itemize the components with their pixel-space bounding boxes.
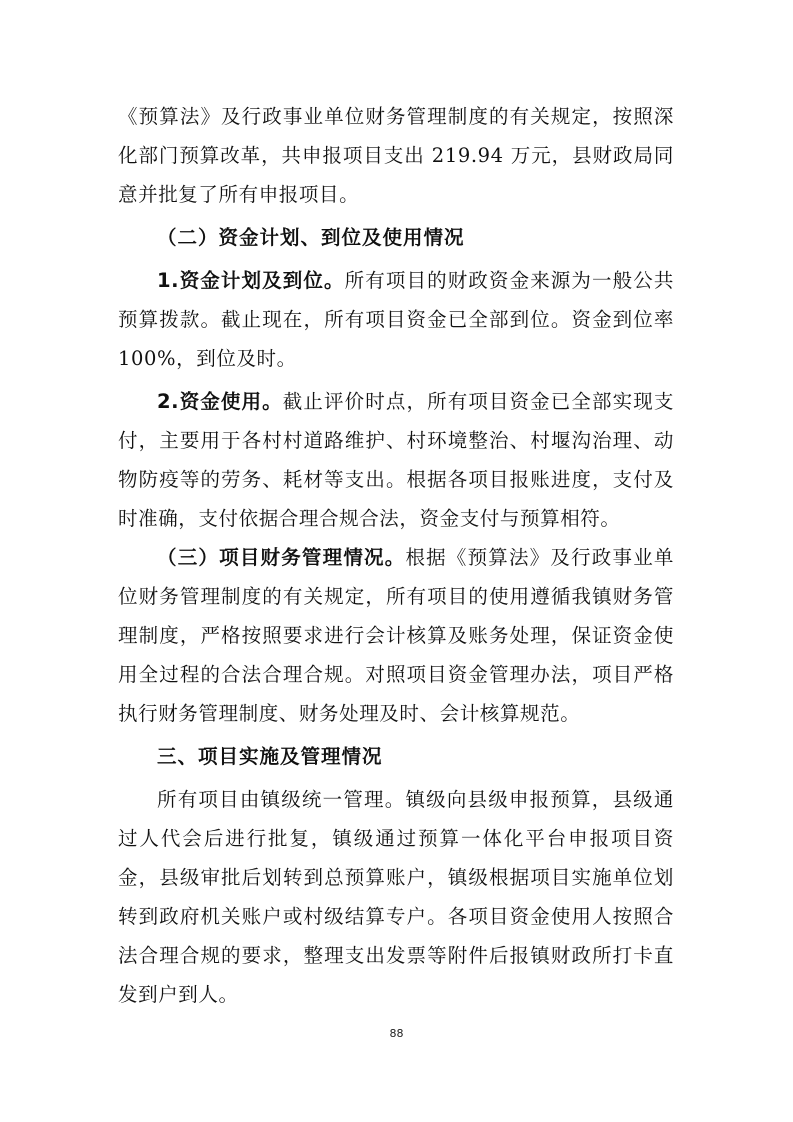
funding-use-lead: 2.资金使用。 [157,390,283,413]
intro-paragraph: 《预算法》及行政事业单位财务管理制度的有关规定，按照深化部门预算改革，共申报项目支出 219.94 万元，县财政局同意并批复了所有申报项目。 [118,105,674,206]
section3-paragraph: 所有项目由镇级统一管理。镇级向县级申报预算，县级通过人代会后进行批复，镇级通过预算一体化平台申报项目资金，县级审批后划转到总预算账户，镇级根据项目实施单位划转到政府机关账户或村级结算专户。各项目资金使用人按照合法合理合规的要求，整理支出发票等附件后报镇财政所打卡直发到户到人。 [118,788,674,1006]
financial-management-lead: （三）项目财务管理情况。 [157,546,406,569]
funding-plan-lead: 1.资金计划及到位。 [157,269,345,292]
funding-use-paragraph [118,382,674,538]
funding-plan-paragraph [118,261,674,378]
page-number: 88 [389,1027,404,1040]
section3-heading: 三、项目实施及管理情况 [157,745,383,768]
funding-heading: （二）资金计划、到位及使用情况 [157,226,465,249]
document-body [118,97,674,1014]
financial-management-body: 根据《预算法》及行政事业单位财务管理制度的有关规定，所有项目的使用遵循我镇财务管理制度，严格按照要求进行会计核算及账务处理，保证资金使用全过程的合法合理合规。对照项目资金管理办法，项目严格执行财务管理制度、财务处理及时、会计核算规范。 [118,546,674,725]
funding-plan-body: 所有项目的财政资金来源为一般公共预算拨款。截止现在，所有项目资金已全部到位。资金到位率 100%，到位及时。 [118,269,674,370]
funding-use-body: 截止评价时点，所有项目资金已全部实现支付，主要用于各村村道路维护、村环境整治、村堰沟治理、动物防疫等的劳务、耗材等支出。根据各项目报账进度，支付及时准确，支付依据合理合规合法，资金支付与预算相符。 [118,390,674,530]
financial-management-paragraph [118,538,674,733]
